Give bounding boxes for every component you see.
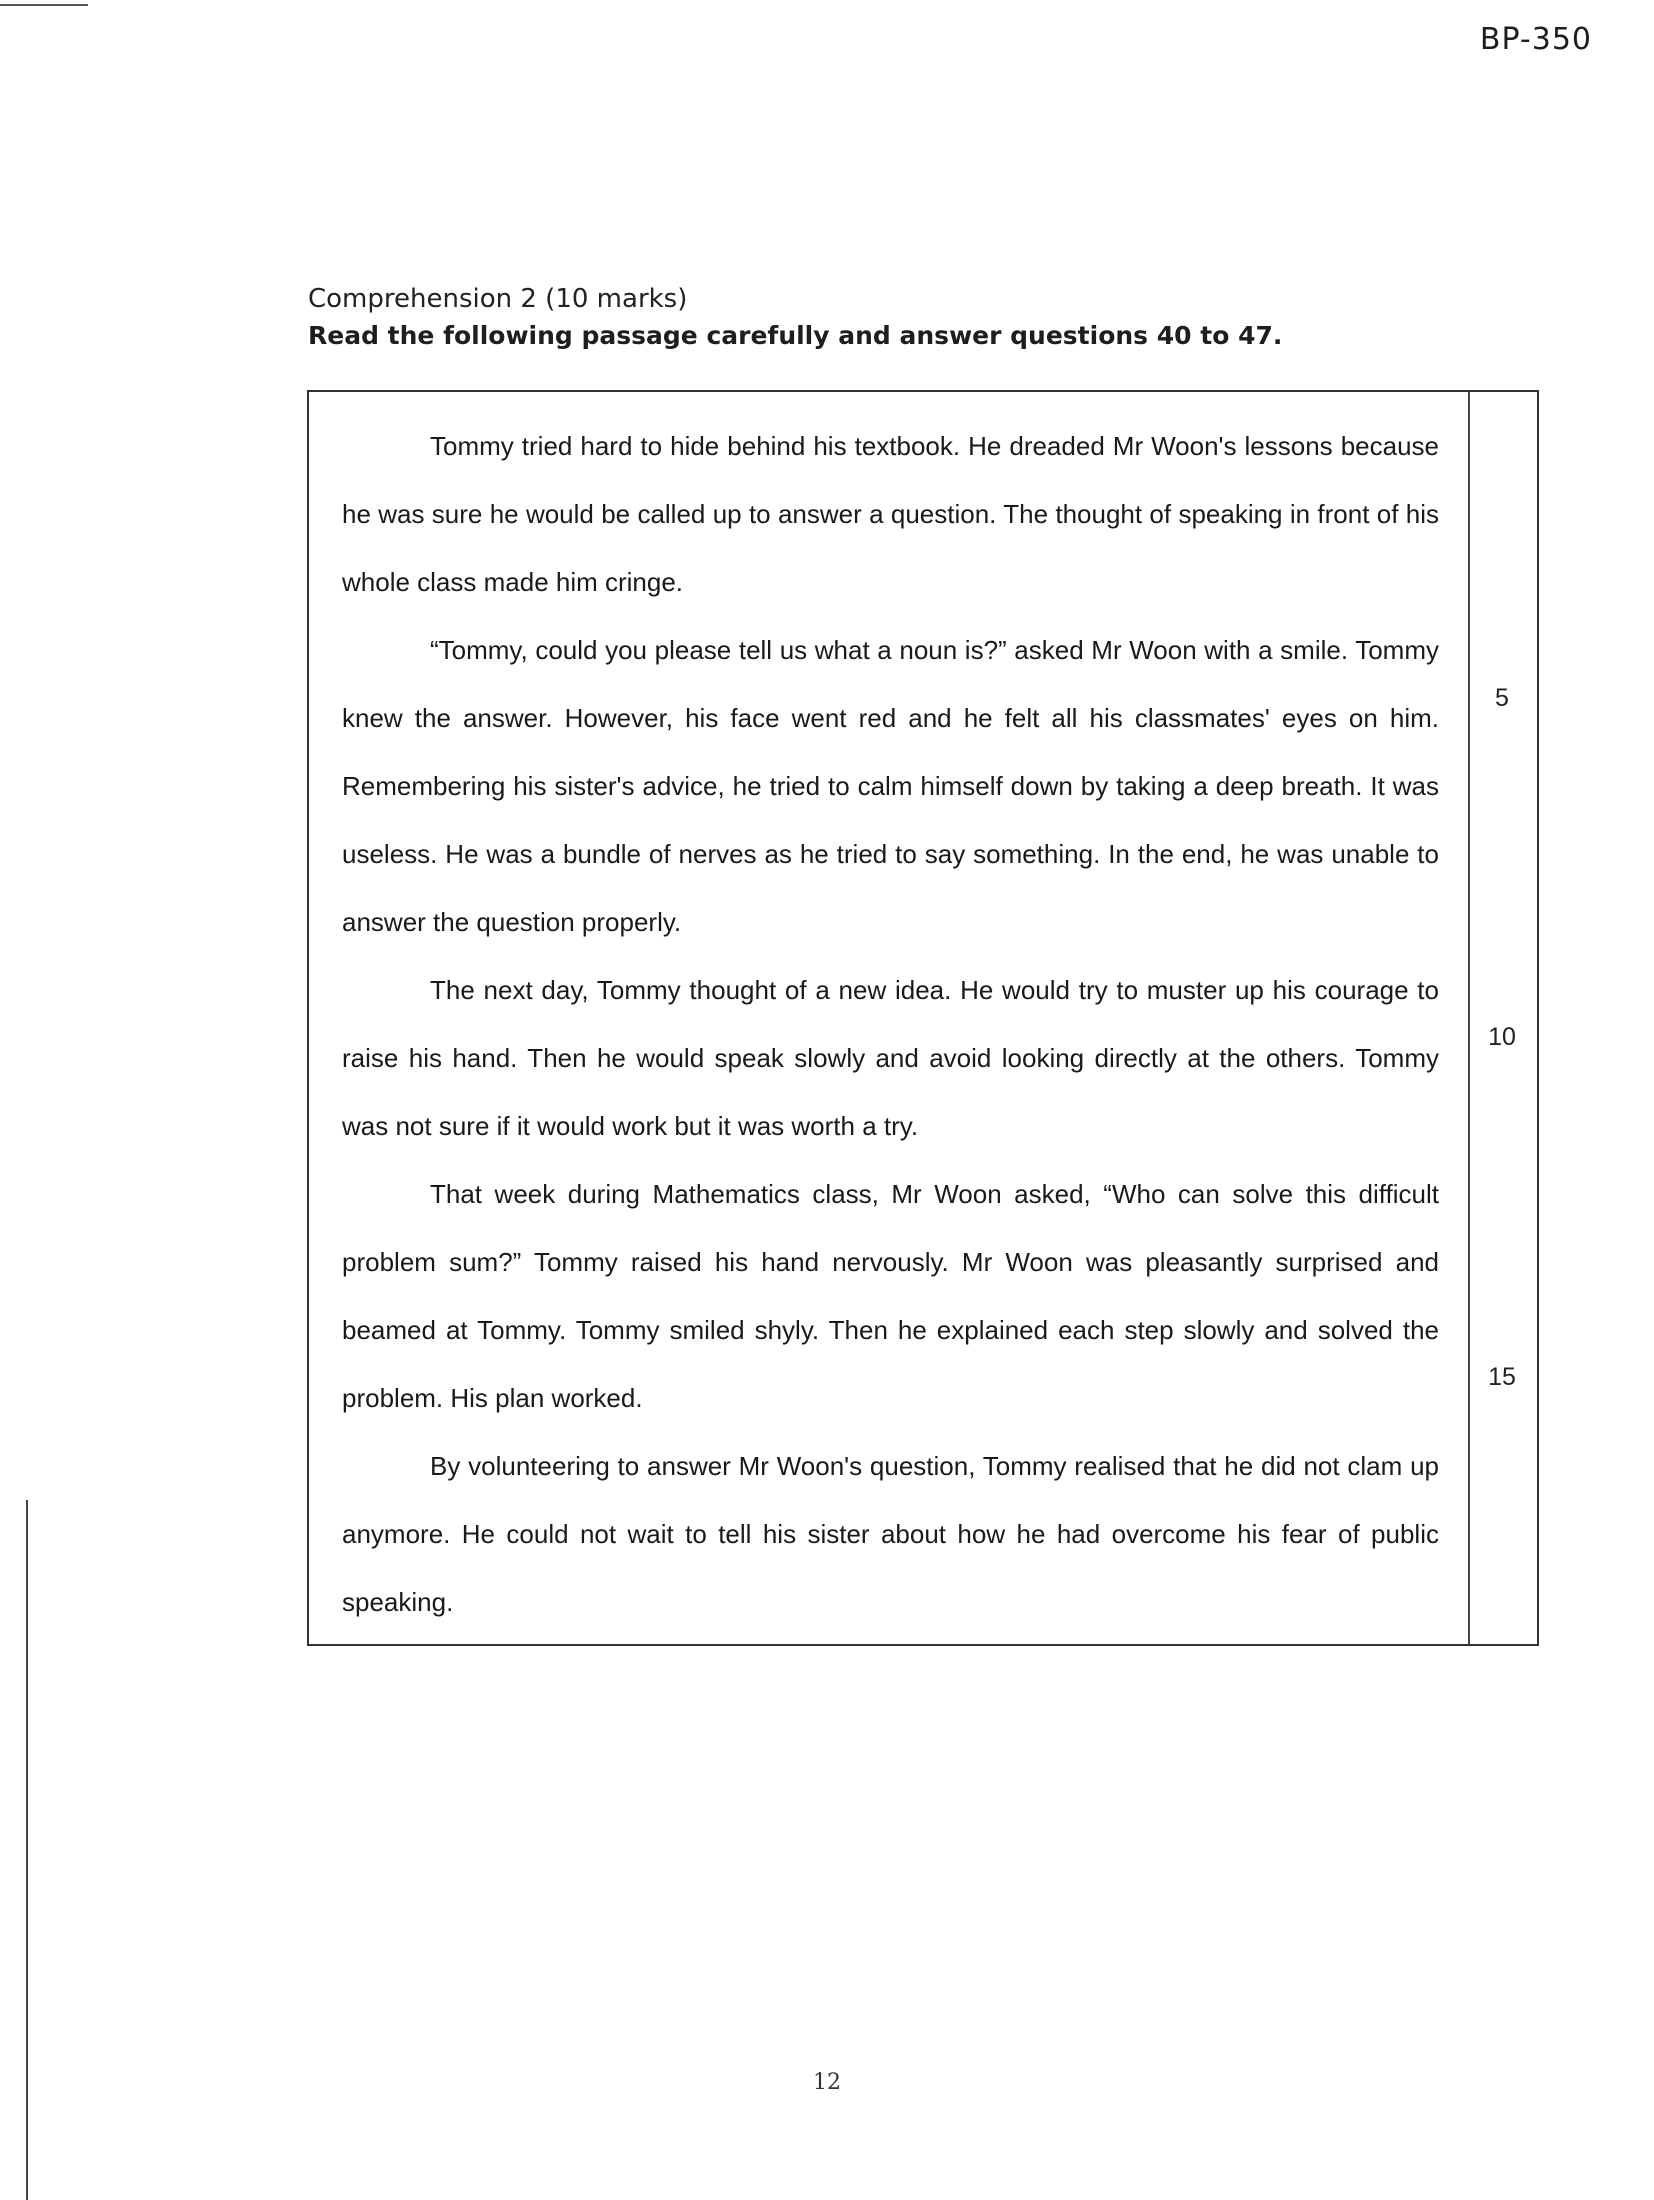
passage-paragraph-3: The next day, Tommy thought of a new idea. He would try to muster up his courage to raise his hand. Then he would speak slowly and avoid looking directly at the others. Tommy was not sure if it would work but it was worth a try.: [342, 975, 1439, 1141]
section-title: Comprehension 2 (10 marks): [308, 284, 688, 314]
line-number-5: 5: [1495, 684, 1509, 712]
passage-text: [342, 412, 1439, 1636]
section-heading: [308, 280, 1558, 354]
passage-paragraph-5: By volunteering to answer Mr Woon's question, Tommy realised that he did not clam up anymore. He could not wait to tell his sister about how he had overcome his fear of public speaking.: [342, 1451, 1439, 1617]
line-number-15: 15: [1488, 1363, 1516, 1391]
section-instruction: Read the following passage carefully and answer questions 40 to 47.: [308, 321, 1283, 350]
passage-paragraph-1: Tommy tried hard to hide behind his textbook. He dreaded Mr Woon's lessons because he was sure he would be called up to answer a question. The thought of speaking in front of his whole class made him cringe.: [342, 431, 1439, 597]
line-number-divider: [1468, 392, 1470, 1644]
scan-edge-line: [26, 1500, 28, 2200]
paper-code: BP-350: [1479, 22, 1592, 57]
line-number-10: 10: [1488, 1023, 1516, 1051]
scan-edge-mark: [0, 4, 88, 6]
passage-paragraph-4: That week during Mathematics class, Mr Woon asked, “Who can solve this difficult problem sum?” Tommy raised his hand nervously. Mr Woon was pleasantly surprised and beamed at Tommy. Tommy smiled shyly. Then he explained each step slowly and solved the problem. His plan worked.: [342, 1179, 1439, 1413]
page-number: 12: [813, 2070, 841, 2095]
passage-paragraph-2: “Tommy, could you please tell us what a noun is?” asked Mr Woon with a smile. Tommy knew the answer. However, his face went red and he felt all his classmates' eyes on him. Remembering his sister's advice, he tried to calm himself down by taking a deep breath. It was useless. He was a bundle of nerves as he tried to say something. In the end, he was unable to answer the question properly.: [342, 635, 1439, 937]
